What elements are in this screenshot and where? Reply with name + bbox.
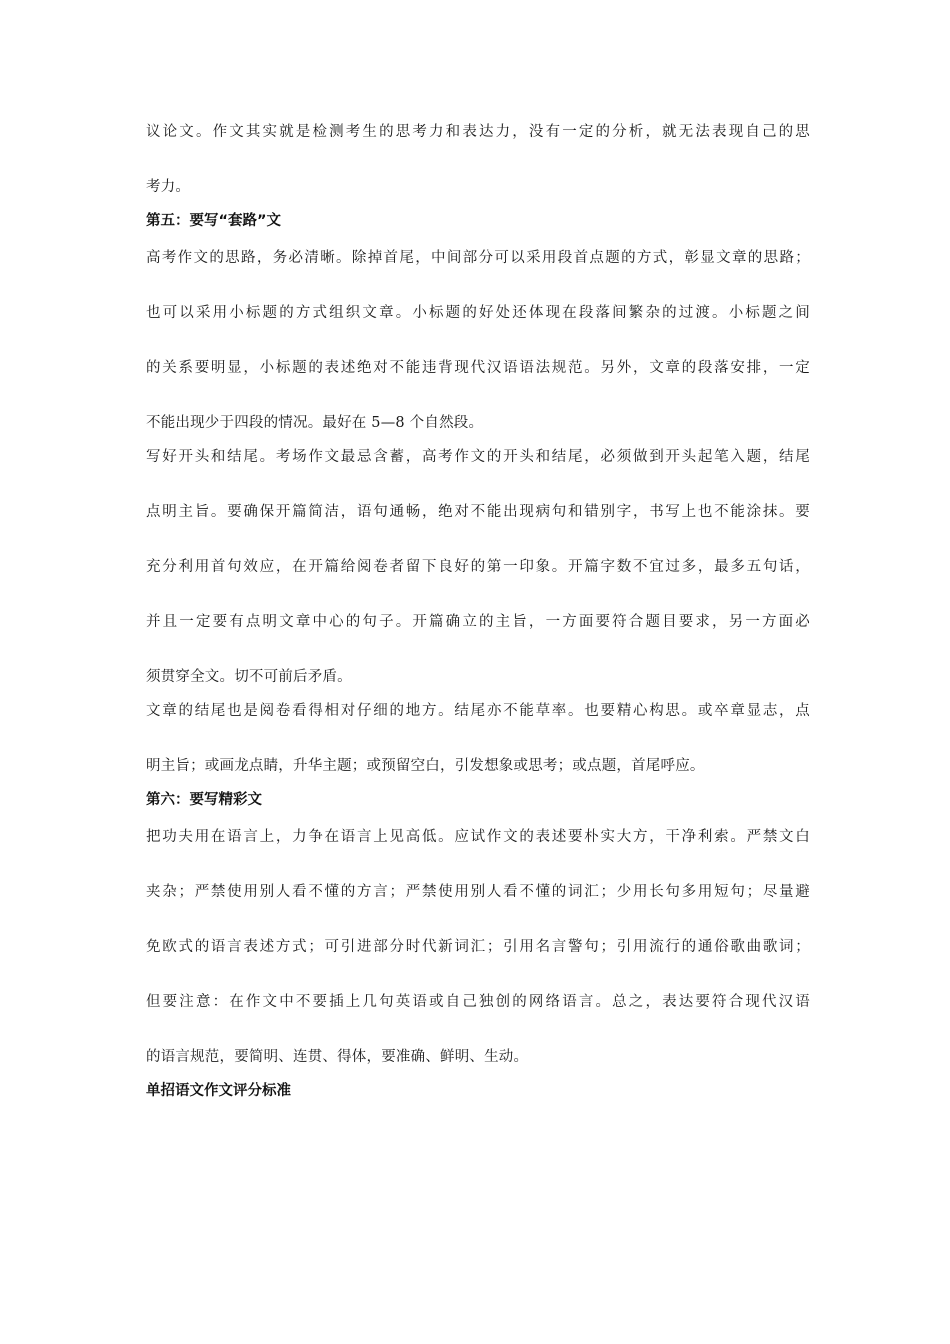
paragraph	[146, 120, 810, 209]
text-line: 的关系要明显，小标题的表述绝对不能违背现代汉语语法规范。另外，文章的段落安排，一定	[146, 360, 810, 376]
document-body	[146, 120, 810, 1116]
section-heading: 第五：要写“套路”文	[146, 213, 282, 229]
text-line: 议论文。作文其实就是检测考生的思考力和表达力，没有一定的分析，就无法表现自己的思	[146, 124, 810, 140]
text-line: 的语言规范，要简明、连贯、得体，要准确、鲜明、生动。	[146, 1049, 529, 1065]
text-line: 免欧式的语言表述方式；可引进部分时代新词汇；引用名言警句；引用流行的通俗歌曲歌词；	[146, 939, 810, 955]
text-line: 点明主旨。要确保开篇简洁，语句通畅，绝对不能出现病句和错别字，书写上也不能涂抹。要	[146, 504, 810, 520]
text-line: 须贯穿全文。切不可前后矛盾。	[146, 669, 352, 685]
text-line: 考力。	[146, 179, 191, 195]
text-line: 不能出现少于四段的情况。最好在 5—8 个自然段。	[146, 415, 484, 431]
text-line: 并且一定要有点明文章中心的句子。开篇确立的主旨，一方面要符合题目要求，另一方面必	[146, 614, 810, 630]
text-line: 但要注意：在作文中不要插上几句英语或自己独创的网络语言。总之，表达要符合现代汉语	[146, 994, 810, 1010]
paragraph	[146, 825, 810, 1079]
text-line: 文章的结尾也是阅卷看得相对仔细的地方。结尾亦不能草率。也要精心构思。或卒章显志，点	[146, 703, 810, 719]
paragraph	[146, 445, 810, 699]
text-line: 写好开头和结尾。考场作文最忌含蓄，高考作文的开头和结尾，必须做到开头起笔入题，结尾	[146, 449, 810, 465]
paragraph	[146, 246, 810, 445]
text-line: 明主旨；或画龙点睛，升华主题；或预留空白，引发想象或思考；或点题，首尾呼应。	[146, 758, 705, 774]
paragraph	[146, 699, 810, 788]
section-heading: 单招语文作文评分标准	[146, 1083, 291, 1099]
text-line: 也可以采用小标题的方式组织文章。小标题的好处还体现在段落间繁杂的过渡。小标题之间	[146, 305, 810, 321]
text-line: 高考作文的思路，务必清晰。除掉首尾，中间部分可以采用段首点题的方式，彰显文章的思路；	[146, 250, 810, 266]
section-heading: 第六：要写精彩文	[146, 792, 262, 808]
text-line: 把功夫用在语言上，力争在语言上见高低。应试作文的表述要朴实大方，干净利索。严禁文白	[146, 829, 810, 845]
text-line: 充分利用首句效应，在开篇给阅卷者留下良好的第一印象。开篇字数不宜过多，最多五句话，	[146, 559, 810, 575]
text-line: 夹杂；严禁使用别人看不懂的方言；严禁使用别人看不懂的词汇；少用长句多用短句；尽量避	[146, 884, 810, 900]
